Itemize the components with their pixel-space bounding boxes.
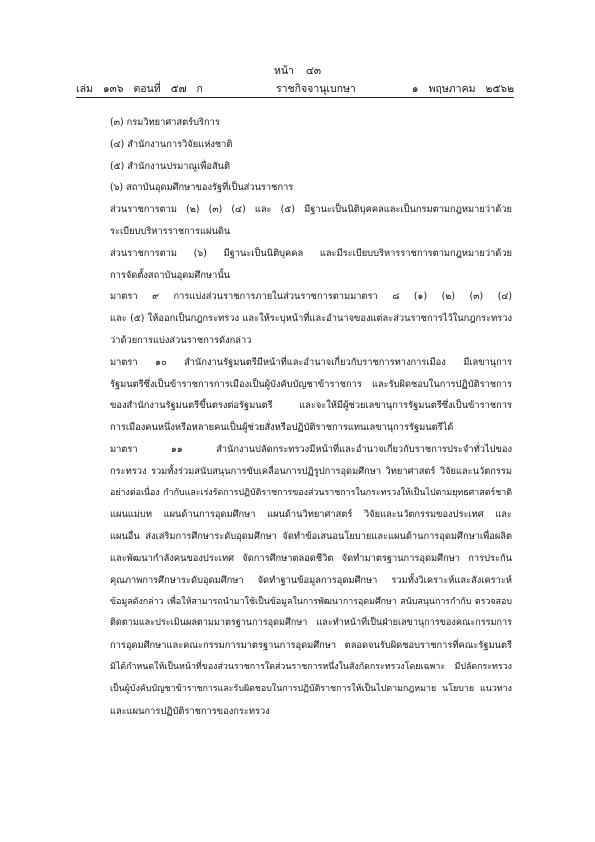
list-item: (๖) สถาบันอุดมศึกษาของรัฐที่เป็นส่วนราชการ — [110, 182, 294, 194]
issue-label: ตอนที่ — [133, 83, 161, 95]
volume-number: ๑๓๖ — [102, 83, 124, 95]
issue-number: ๕๗ — [170, 83, 187, 95]
section-10-line: การเมืองคนหนึ่งหรือหลายคนเป็นผู้ช่วยสั่งหรือปฏิบัติราชการแทนเลขานุการรัฐมนตรีได้ — [110, 422, 454, 434]
section-11-line: อย่างต่อเนื่อง กำกับและเร่งรัดการปฏิบัติราชการของส่วนราชการในกระทรวงให้เป็นไปตามยุทธศาสตร์ชาติ — [110, 487, 512, 498]
section-11-line: และพัฒนากำลังคนของประเทศ จัดการศึกษาตลอดชีวิต จัดทำมาตรฐานการอุดมศึกษา การประกัน — [110, 552, 512, 564]
paragraph-line: การจัดตั้งสถาบันอุดมศึกษานั้น — [110, 269, 231, 281]
section-11-line: ข้อมูลดังกล่าว เพื่อให้สามารถนำมาใช้เป็นข้อมูลในการพัฒนาการอุดมศึกษา สนับสนุนการกำกับ ตรวจสอบ — [110, 596, 512, 607]
section-9-line: มาตรา ๙ การแบ่งส่วนราชการภายในส่วนราชการตามมาตรา ๘ (๑) (๒) (๓) (๔) — [110, 291, 512, 303]
list-item: (๓) กรมวิทยาศาสตร์บริการ — [110, 117, 220, 128]
list-item: (๕) สำนักงานปรมาณูเพื่อสันติ — [110, 160, 231, 172]
section-11-line: กระทรวง รวมทั้งร่วมสนับสนุนการขับเคลื่อนการปฏิรูปการอุดมศึกษา วิทยาศาสตร์ วิจัยและนวัตกรรม — [110, 465, 512, 477]
volume-label: เล่ม — [76, 83, 93, 95]
publication-date — [402, 80, 514, 97]
section-11-line: เป็นผู้บังคับบัญชาข้าราชการและรับผิดชอบในการปฏิบัติราชการให้เป็นไปตามกฎหมาย นโยบาย แนวทาง — [110, 683, 512, 694]
section-9-line: และ (๕) ให้ออกเป็นกฎกระทรวง และให้ระบุหน้าที่และอำนาจของแต่ละส่วนราชการไว้ในกฎกระทรวง — [110, 313, 512, 325]
date-day: ๑ — [411, 83, 419, 95]
section-10-line: รัฐมนตรีซึ่งเป็นข้าราชการการเมืองเป็นผู้บังคับบัญชาข้าราชการ และรับผิดชอบในการปฏิบัติราชการ — [110, 378, 512, 390]
document-body — [110, 112, 512, 722]
section-9-line: ว่าด้วยการแบ่งส่วนราชการดังกล่าว — [110, 334, 252, 346]
paragraph-line: ส่วนราชการตาม (๖) มีฐานะเป็นนิติบุคคล และมีระเบียบบริหารราชการตามกฎหมายว่าด้วย — [110, 247, 512, 259]
section-11-line: มิได้กำหนดให้เป็นหน้าที่ของส่วนราชการใดส่วนราชการหนึ่งในสังกัดกระทรวงโดยเฉพาะ มีปลัดกระทรวง — [110, 661, 512, 672]
section-11-line: และแผนการปฏิบัติราชการของกระทรวง — [110, 705, 270, 717]
header-rule — [76, 97, 514, 98]
section-11-line: แผนแม่บท แผนด้านการอุดมศึกษา แผนด้านวิทยาศาสตร์ วิจัยและนวัตกรรมของประเทศ และ — [110, 509, 512, 521]
section-11-line: ติดตามและประเมินผลตามมาตรฐานการอุดมศึกษา และทำหน้าที่เป็นฝ่ายเลขานุการของคณะกรรมการ — [110, 618, 512, 629]
section-11-line: การอุดมศึกษาและคณะกรรมการมาตรฐานการอุดมศึกษา ตลอดจนรับผิดชอบราชการที่คณะรัฐมนตรี — [110, 640, 512, 652]
publication-name: ราชกิจจานุเบกษา — [276, 83, 356, 95]
section-10-line: มาตรา ๑๐ สำนักงานรัฐมนตรีมีหน้าที่และอำนาจเกี่ยวกับราชการทางการเมือง มีเลขานุการ — [110, 356, 512, 368]
date-month: พฤษภาคม — [428, 83, 476, 95]
date-year: ๒๕๖๒ — [485, 83, 514, 95]
paragraph-line: ระเบียบบริหารราชการแผ่นดิน — [110, 225, 231, 237]
volume-info — [76, 80, 213, 97]
list-item: (๔) สำนักงานการวิจัยแห่งชาติ — [110, 138, 233, 150]
page-number: ๔๓ — [305, 65, 322, 77]
page-label: หน้า — [273, 65, 294, 77]
running-header — [76, 80, 514, 96]
section-10-line: ของสำนักงานรัฐมนตรีขึ้นตรงต่อรัฐมนตรี และจะให้มีผู้ช่วยเลขานุการรัฐมนตรีซึ่งเป็นข้าราชการ — [110, 400, 512, 412]
section-11-line: แผนอื่น ส่งเสริมการศึกษาระดับอุดมศึกษา จัดทำข้อเสนอนโยบายและแผนด้านการอุดมศึกษาเพื่อผลิต — [110, 531, 512, 543]
section-11-line: คุณภาพการศึกษาระดับอุดมศึกษา จัดทำฐานข้อมูลการอุดมศึกษา รวมทั้งวิเคราะห์และสังเคราะห์ — [110, 574, 512, 586]
section-11-line: มาตรา ๑๑ สำนักงานปลัดกระทรวงมีหน้าที่และอำนาจเกี่ยวกับราชการประจำทั่วไปของ — [110, 443, 512, 455]
section-letter: ก — [196, 83, 203, 95]
page-number-line — [0, 62, 595, 79]
paragraph-line: ส่วนราชการตาม (๒) (๓) (๔) และ (๕) มีฐานะเป็นนิติบุคคลและเป็นกรมตามกฎหมายว่าด้วย — [110, 204, 512, 216]
